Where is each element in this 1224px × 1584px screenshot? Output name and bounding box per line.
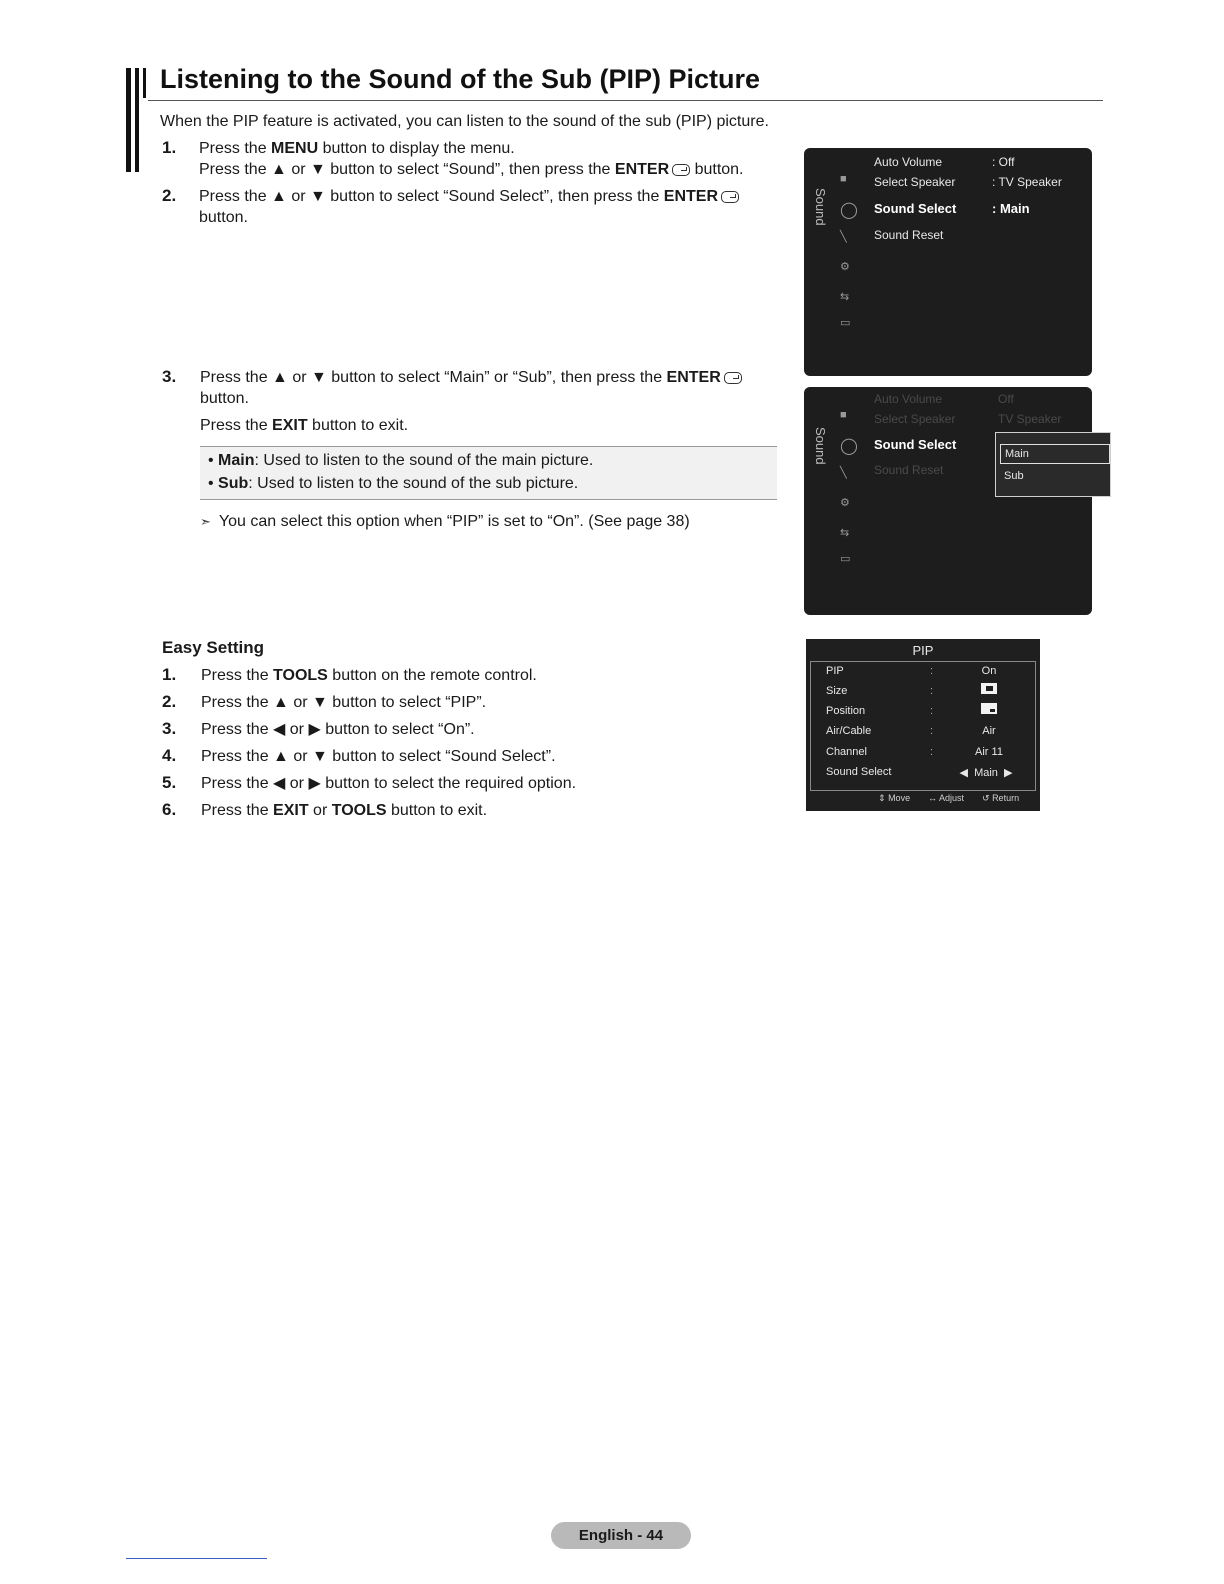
step-2-text xyxy=(199,186,739,228)
intro-text: When the PIP feature is activated, you can listen to the sound of the sub (PIP) picture. xyxy=(160,113,769,130)
text: button to exit. xyxy=(307,417,409,434)
setup-icon: ⚙ xyxy=(840,497,850,509)
sound-icon: ◯ xyxy=(840,202,858,219)
step-1-text xyxy=(199,138,744,180)
step-3-line-3 xyxy=(200,415,742,436)
page-number-badge: English - 44 xyxy=(551,1522,691,1549)
pip-row-label[interactable]: Sound Select xyxy=(826,766,892,778)
footer-divider xyxy=(126,1558,267,1559)
exit-key: EXIT xyxy=(272,417,308,434)
step-number: 5. xyxy=(162,773,177,792)
footer-label: Adjust xyxy=(939,793,965,803)
pip-row-value: Air 11 xyxy=(975,746,1003,758)
bullet-desc: : Used to listen to the sound of the sub picture. xyxy=(248,475,579,492)
text: or xyxy=(308,802,332,819)
position-value xyxy=(964,703,1014,717)
size-value xyxy=(964,683,1014,697)
menu-item[interactable]: Auto Volume xyxy=(874,155,943,169)
menu-item-value: : TV Speaker xyxy=(992,175,1062,189)
arrow-left-icon[interactable]: ◀ xyxy=(959,767,968,779)
text: Press the ▲ or ▼ button to select “Sound”, then press the xyxy=(199,161,615,178)
note xyxy=(200,513,690,531)
menu-key: MENU xyxy=(271,140,319,157)
step-number: 3. xyxy=(162,367,177,386)
sound-icon: ◯ xyxy=(840,438,858,455)
bullet-term: Main xyxy=(218,452,255,469)
menu-item-value: Off xyxy=(998,392,1014,406)
sound-select-screen xyxy=(804,387,1092,615)
text: button to display the menu. xyxy=(318,140,515,157)
menu-item[interactable]: Sound Reset xyxy=(874,228,944,242)
sound-select-dropdown[interactable] xyxy=(995,432,1111,497)
step-3-line-2: button. xyxy=(200,390,249,407)
text: button. xyxy=(690,161,744,178)
text: button on the remote control. xyxy=(327,667,537,684)
bullet-desc: : Used to listen to the sound of the main picture. xyxy=(254,452,594,469)
sound-select-value[interactable] xyxy=(946,766,1026,779)
input-icon: ⇆ xyxy=(840,527,850,539)
pip-row-value: Main xyxy=(974,767,998,779)
bullet-sub: • Sub: Used to listen to the sound of the sub picture. xyxy=(208,475,579,492)
step-number: 3. xyxy=(162,719,177,738)
list-item xyxy=(162,773,762,800)
text: Press the ▲ or ▼ button to select “Main” or “Sub”, then press the xyxy=(200,369,667,386)
enter-icon xyxy=(721,191,739,203)
channel-icon: ╲ xyxy=(840,231,847,243)
step-text: Press the ◀ or ▶ button to select the required option. xyxy=(201,775,577,792)
menu-item-value: : Off xyxy=(992,155,1015,169)
dropdown-option-main[interactable]: Main xyxy=(1000,444,1110,464)
text: Press the xyxy=(201,802,274,819)
title-divider xyxy=(148,100,1103,101)
step-3-text xyxy=(200,367,742,436)
step-2-line-1 xyxy=(199,186,739,207)
menu-item-selected[interactable]: Sound Select xyxy=(874,201,957,216)
pip-size-icon xyxy=(981,683,997,694)
step-number: 4. xyxy=(162,746,177,765)
pip-row-label[interactable]: Air/Cable xyxy=(826,725,872,737)
separator: : xyxy=(930,665,934,677)
list-item xyxy=(162,719,762,746)
pip-position-icon xyxy=(981,703,997,714)
bullet-main: • Main: Used to listen to the sound of the main picture. xyxy=(208,452,594,469)
tools-key: TOOLS xyxy=(331,802,387,819)
step-text: Press the ▲ or ▼ button to select “Sound Select”. xyxy=(201,748,556,765)
text: Press the ▲ or ▼ button to select “Sound Select”, then press the xyxy=(199,188,664,205)
menu-item[interactable]: Sound Reset xyxy=(874,463,944,477)
separator: : xyxy=(930,746,934,758)
menu-item[interactable]: Select Speaker xyxy=(874,412,956,426)
menu-item-selected[interactable]: Sound Select xyxy=(874,437,957,452)
note-text: You can select this option when “PIP” is set to “On”. (See page 38) xyxy=(218,513,690,530)
menu-item[interactable]: Select Speaker xyxy=(874,175,956,189)
channel-icon: ╲ xyxy=(840,467,847,479)
easy-setting-heading: Easy Setting xyxy=(162,638,265,657)
pip-panel-title: PIP xyxy=(912,643,934,658)
options-box xyxy=(200,446,777,500)
list-item xyxy=(162,746,762,773)
application-icon: ▭ xyxy=(840,553,851,565)
list-item xyxy=(162,665,762,692)
footer-label: Return xyxy=(992,793,1020,803)
menu-category-label: Sound xyxy=(813,188,828,226)
application-icon: ▭ xyxy=(840,317,851,329)
sound-menu-screen xyxy=(804,148,1092,376)
pip-row-value: On xyxy=(981,665,997,677)
list-item xyxy=(162,692,762,719)
tools-key: TOOLS xyxy=(273,667,328,684)
text: Press the xyxy=(199,140,272,157)
step-1-line-1 xyxy=(199,138,744,159)
list-item xyxy=(162,800,762,827)
updown-icon: ⇕ xyxy=(878,793,886,803)
step-number: 6. xyxy=(162,800,177,819)
pip-row-label[interactable]: Channel xyxy=(826,746,867,758)
dropdown-option-sub[interactable]: Sub xyxy=(1004,470,1024,482)
menu-item[interactable]: Auto Volume xyxy=(874,392,943,406)
step-text: Press the ◀ or ▶ button to select “On”. xyxy=(201,721,475,738)
enter-key: ENTER xyxy=(614,161,670,178)
separator: : xyxy=(930,705,934,717)
text: button to exit. xyxy=(386,802,488,819)
step-text xyxy=(201,665,537,686)
step-number: 1. xyxy=(162,665,177,684)
title-marker xyxy=(126,68,148,172)
step-3-line-1 xyxy=(200,367,742,388)
leftright-icon: ↔ xyxy=(928,793,937,803)
enter-icon xyxy=(724,372,742,384)
step-number: 1. xyxy=(162,138,177,157)
picture-icon: ■ xyxy=(840,409,847,421)
footer-adjust xyxy=(928,793,964,803)
page-title: Listening to the Sound of the Sub (PIP) Picture xyxy=(160,64,760,94)
return-icon: ↺ xyxy=(982,793,990,803)
separator: : xyxy=(930,685,934,697)
note-arrow-icon: ➣ xyxy=(200,514,211,529)
setup-icon: ⚙ xyxy=(840,261,850,273)
step-number: 2. xyxy=(162,186,177,205)
bullet-term: Sub xyxy=(218,475,249,492)
menu-item-value: TV Speaker xyxy=(998,412,1062,426)
enter-key: ENTER xyxy=(663,188,719,205)
menu-item-value: : Main xyxy=(992,201,1030,216)
text: Press the xyxy=(201,667,274,684)
arrow-right-icon[interactable]: ▶ xyxy=(1004,767,1013,779)
pip-row-value: Air xyxy=(982,725,996,737)
footer-move xyxy=(878,793,910,804)
step-number: 2. xyxy=(162,692,177,711)
text: Press the xyxy=(200,417,273,434)
easy-setting-list xyxy=(162,665,762,827)
pip-row-label[interactable]: PIP xyxy=(826,665,844,677)
picture-icon: ■ xyxy=(840,173,847,185)
input-icon: ⇆ xyxy=(840,291,850,303)
menu-category-label: Sound xyxy=(813,427,828,465)
separator: : xyxy=(930,725,934,737)
step-text: Press the ▲ or ▼ button to select “PIP”. xyxy=(201,694,487,711)
footer-label: Move xyxy=(888,793,911,803)
exit-key: EXIT xyxy=(273,802,309,819)
step-1-line-2 xyxy=(199,159,744,180)
pip-row-label[interactable]: Size xyxy=(826,685,848,697)
pip-row-label[interactable]: Position xyxy=(826,705,866,717)
enter-key: ENTER xyxy=(666,369,721,386)
step-2-line-2: button. xyxy=(199,209,248,226)
enter-icon xyxy=(672,164,690,176)
footer-return xyxy=(982,793,1019,804)
step-text xyxy=(201,800,487,821)
pip-tools-panel xyxy=(806,639,1040,811)
